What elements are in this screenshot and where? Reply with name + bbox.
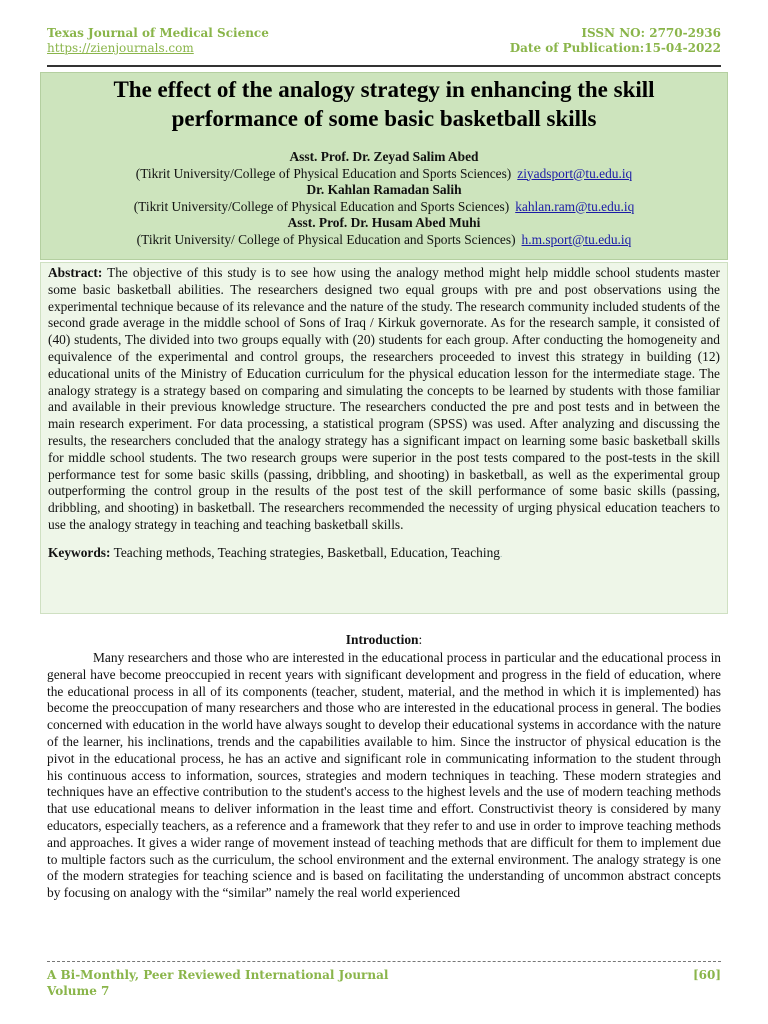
keywords: Keywords: Teaching methods, Teaching strategies, Basketball, Education, Teaching. — [48, 544, 503, 560]
author-email-link[interactable]: kahlan.ram@tu.edu.iq — [515, 198, 635, 214]
author-name: Asst. Prof. Dr. Zeyad Salim Abed — [289, 149, 479, 164]
journal-type: A Bi-Monthly, Peer Reviewed International Journal — [47, 968, 389, 982]
introduction-heading: Introduction: — [345, 632, 423, 647]
page-footer — [47, 967, 721, 999]
author-name: Asst. Prof. Dr. Husam Abed Muhi — [287, 215, 481, 230]
abstract-text: Abstract: The objective of this study is to see how using the analogy method might help middle school students master some basic basketball abilities. The researchers designed two equal groups with pre and post observations using the experimental technique because of its relevance and the nature of the study. The research community included students of the second grade average in the middle school of Sons of Iraq / Kirkuk governorate. As for the research sample, it consisted of (40) students, The divided into two groups equally with (20) students for each group. After conducting the homogeneity and equivalence of the experimental and control groups, the researchers proceeded to invest this strategy in building (12) educational units of the Ministry of Education curriculum for the physical education lesson for the intermediate stage. The analogy strategy is a strategy based on comparing and simulating the concepts to be learned by students with those familiar and available in their previous knowledge structure. The researchers conducted the pre and post tests and in between the main research experiment. For data processing, a statistical program (SPSS) was used. After analyzing and discussing the results, the researchers concluded that the analogy strategy has a significant impact on learning some basic basketball skills for middle school students. The two research groups were superior in the post tests compared to the post-tests in the skill performance test for some basic skills (passing, dribbling, and shooting) in basketball, as well as the experimental group outperforming the control group in the results of the post test of the skill performance of some basic skills (passing, dribbling, and shooting) in basketball. The researchers recommended the necessity of urging physical education teachers to use the analogy strategy in teaching and teaching basketball skills. — [48, 265, 720, 532]
introduction-text: Many researchers and those who are interested in the educational process in particular and the educational process in general have become preoccupied in recent years with significant development and progress in the field of education, where the educational process in all of its components (teacher, student, material, and the method in which it is implemented) has become the preoccupation of many researchers and those who are interested in the educational process in general. The bodies concerned with education in the world have always sought to develop their educational systems in accordance with the nature of the learner, his inclinations, trends and the capabilities available to him. Since the instructor of physical education is the pivot in the educational process, he has an active and significant role in communicating information to the student through his continuous access to information, sources, strategies and modern techniques in teaching. These modern strategies and techniques have an effective contribution to the student's access to the highest levels and the use of modern teaching methods that use educational means to deliver information in the least time and effort. Constructivist theory is considered by many educators, especially teachers, as a reference and a framework that they refer to and use in order to improve teaching methods and approaches. It gives a wider range of movement instead of teaching methods that are difficult for them to implement due to multiple factors such as the curriculum, the school environment and the external environment. The analogy strategy is one of the modern strategies for teaching science and is based on facilitating the understanding of uncommon abstract concepts by focusing on analogy with the “similar” namely the real world experienced — [47, 650, 721, 901]
publication-date: Date of Publication:15-04-2022 — [509, 41, 721, 55]
journal-name: Texas Journal of Medical Science — [47, 26, 269, 40]
author-affiliation: (Tikrit University/ College of Physical Education and Sports Sciences) h.m.sport@tu.edu.iq — [136, 231, 632, 247]
page-header — [47, 26, 721, 60]
author-email-link[interactable]: h.m.sport@tu.edu.iq — [521, 231, 632, 247]
abstract-block — [40, 262, 728, 614]
journal-url-link[interactable]: https://zienjournals.com — [47, 41, 194, 55]
abstract-label: Abstract: — [48, 265, 103, 280]
volume-number: Volume 7 — [47, 984, 110, 998]
keywords-label: Keywords: — [48, 544, 111, 560]
author-list — [41, 149, 727, 248]
author-email-link[interactable]: ziyadsport@tu.edu.iq — [517, 165, 633, 181]
header-divider — [47, 65, 721, 67]
author-affiliation: (Tikrit University/College of Physical Education and Sports Sciences) ziyadsport@tu.edu.iq — [135, 165, 633, 181]
author-name: Dr. Kahlan Ramadan Salih — [306, 182, 462, 197]
author-affiliation: (Tikrit University/College of Physical Education and Sports Sciences) kahlan.ram@tu.edu.iq — [133, 198, 635, 214]
title-block — [40, 72, 728, 260]
paper-title: The effect of the analogy strategy in enhancing the skill performance of some basic basketball skills — [113, 77, 655, 131]
page-number: [60] — [692, 968, 721, 982]
issn-number: ISSN NO: 2770-2936 — [581, 26, 721, 40]
footer-divider — [47, 961, 721, 962]
